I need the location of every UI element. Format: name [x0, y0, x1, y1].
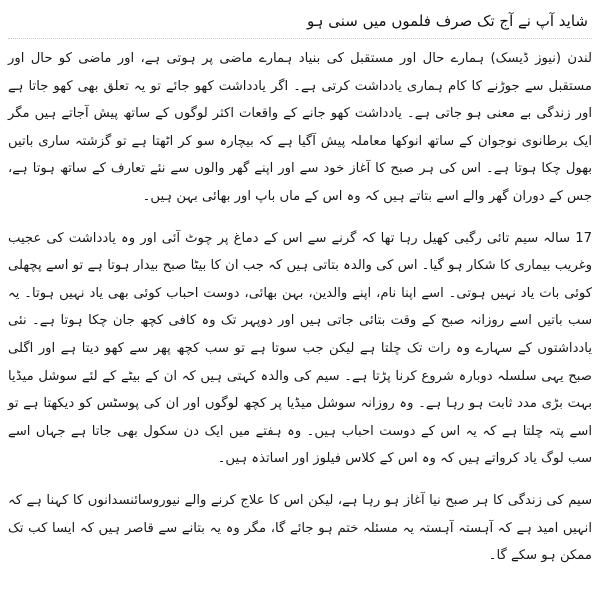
article-paragraph-1: لندن (نیوز ڈیسک) ہمارے حال اور مستقبل کی بنیاد ہمارے ماضی پر ہوتی ہے، اور ماضی کو حال اور مستقبل سے جوڑنے کا کام ہماری یادداشت کرتی ہے۔ اگر یادداشت کھو جائے تو یہ تعلق بھی کھو جاتا ہے اور زندگی بے معنی ہو جاتی ہے۔ یادداشت کھو جانے کے واقعات اکثر لوگوں کے ساتھ پیش آجاتے ہیں مگر ایک برطانوی نوجوان کے ساتھ انوکھا معاملہ پیش آگیا ہے کہ بیچارہ سو کر اٹھتا ہے تو گزشتہ ساری باتیں بھول چکا ہوتا ہے۔ اس کی ہر صبح کا آغاز خود سے اور اپنے گھر والوں سے نئے تعارف کے ساتھ ہوتا ہے، جس کے دوران گھر والے اسے بتاتے ہیں کہ وہ اس کے ماں باپ اور بھائی بہن ہیں۔ — [8, 51, 592, 204]
article-paragraph-3: سیم کی زندگی کا ہر صبح نیا آغاز ہو رہا ہے، لیکن اس کا علاج کرنے والے نیوروسائنسدانوں کا کہنا ہے کہ انہیں امید ہے کہ آہستہ آہستہ یہ مسئلہ ختم ہو جائے گا، مگر وہ یہ بتانے سے قاصر ہیں کہ ایسا کب تک ممکن ہو سکے گا۔ — [8, 492, 592, 564]
article-headline: شاید آپ نے آج تک صرف فلموں میں سنی ہو — [8, 4, 592, 39]
article-paragraph-2: 17 سالہ سیم تائی رگبی کھیل رہا تھا کہ گرنے سے اس کے دماغ پر چوٹ آئی اور وہ یادداشت کی عجیب وغریب بیماری کا شکار ہو گیا۔ اس کی والدہ بتاتی ہیں کہ جب ان کا بیٹا صبح بیدار ہوتا ہے تو اسے پچھلی کوئی بات یاد نہیں ہوتی۔ اسے اپنا نام، اپنے والدین، بہن بھائی، دوست احباب کوئی بھی یاد نہیں ہوتا۔ یہ سب باتیں اسے روزانہ صبح کے وقت بتائی جاتی ہیں اور دوپہر تک وہ کافی کچھ جان چکا ہوتا ہے۔ نئی یادداشتوں کے سہارے وہ رات تک چلتا ہے لیکن جب سوتا ہے تو سب کچھ پھر سے کھو دیتا ہے اور اگلی صبح یہی سلسلہ دوبارہ شروع کرنا پڑتا ہے۔ سیم کی والدہ کہتی ہیں کہ ان کے بیٹے کے لئے سوشل میڈیا بہت بڑی مدد ثابت ہو رہا ہے۔ وہ روزانہ سوشل میڈیا پر کچھ لوگوں اور ان کی پوسٹس کو دیکھتا ہے تو اسے پتہ چلتا ہے کہ یہ اس کے دوست احباب ہیں۔ وہ ہفتے میں ایک دن سکول بھی جاتا ہے جہاں اسے سب لوگ یاد کرواتے ہیں کہ وہ اس کے کلاس فیلوز اور اساتذہ ہیں۔ — [8, 230, 592, 467]
article-body — [8, 45, 592, 570]
